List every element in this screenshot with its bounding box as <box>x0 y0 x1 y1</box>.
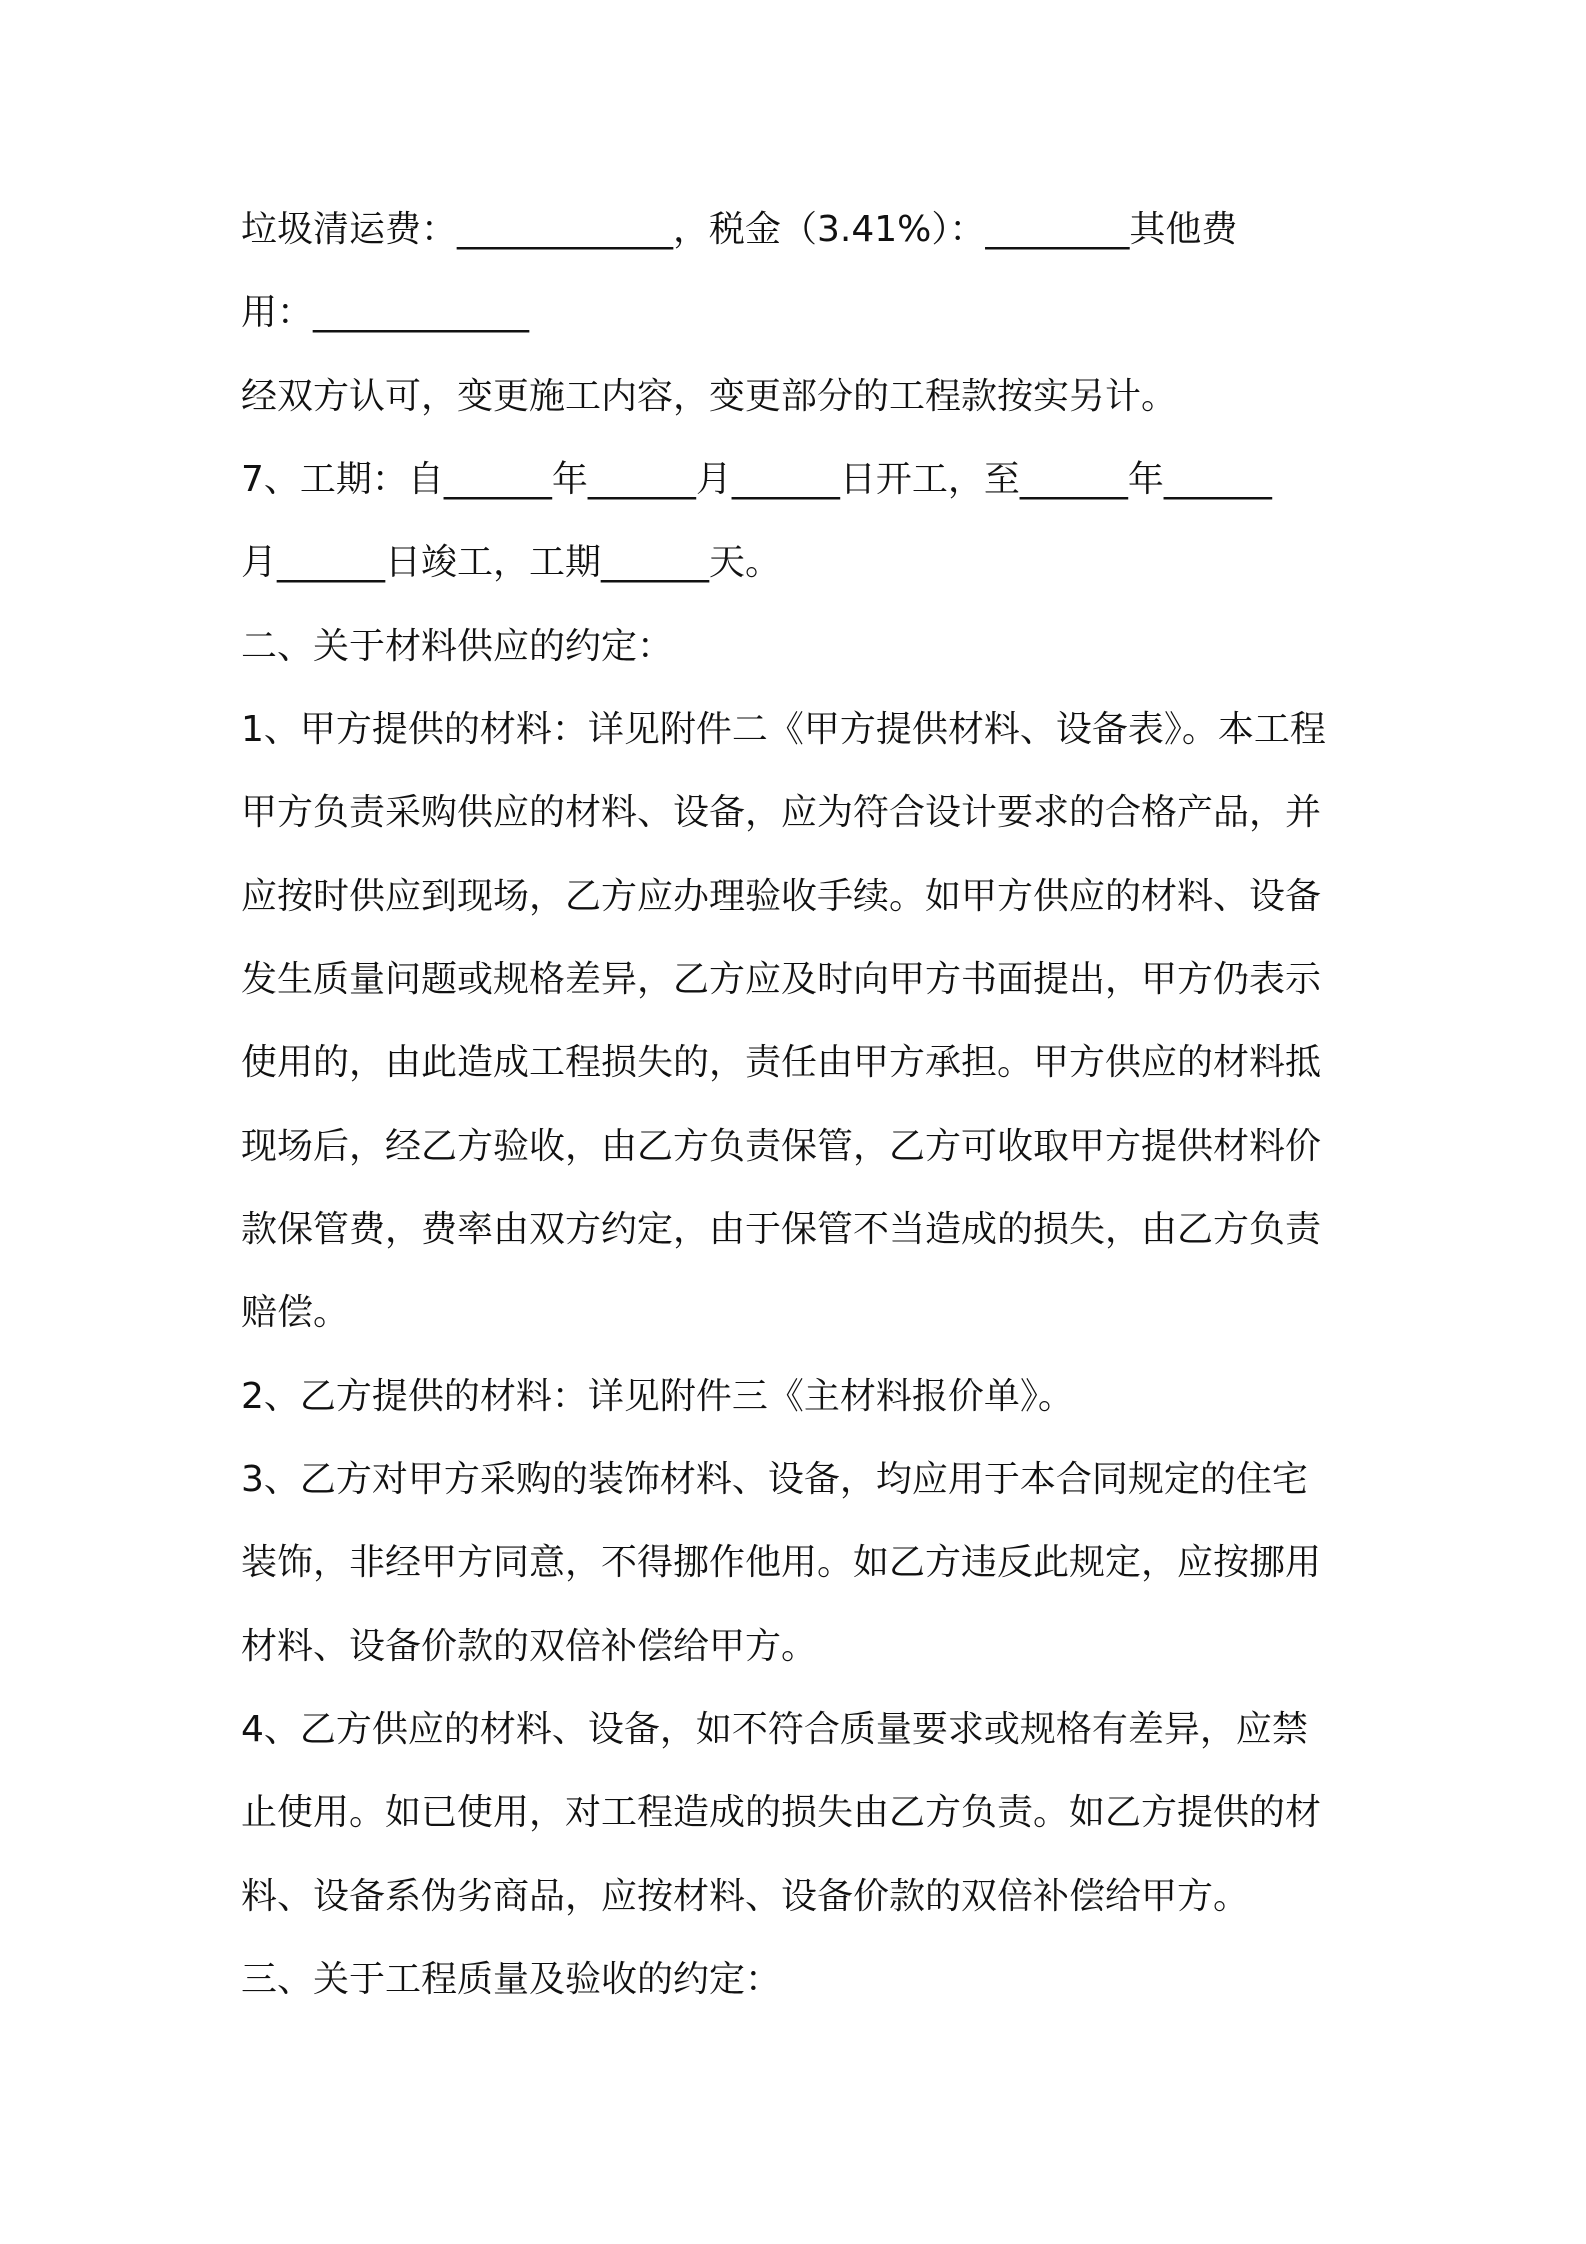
text-line: 月______日竣工，工期______天。 <box>241 542 782 583</box>
text-line: 应按时供应到现场，乙方应办理验收手续。如甲方供应的材料、设备 <box>241 876 1322 917</box>
text-line: 款保管费，费率由双方约定，由于保管不当造成的损失，由乙方负责 <box>241 1209 1322 1250</box>
section-heading: 三、关于工程质量及验收的约定： <box>241 1959 782 2000</box>
text-line: 2、乙方提供的材料：详见附件三《主材料报价单》。 <box>241 1376 1074 1417</box>
text-line: 现场后，经乙方验收，由乙方负责保管，乙方可收取甲方提供材料价 <box>241 1126 1322 1167</box>
text-line: 4、乙方供应的材料、设备，如不符合质量要求或规格有差异，应禁 <box>241 1709 1308 1750</box>
text-line: 料、设备系伪劣商品，应按材料、设备价款的双倍补偿给甲方。 <box>241 1876 1250 1917</box>
text-line: 赔偿。 <box>241 1292 350 1333</box>
text-line: 垃圾清运费：____________，税金（3.41%）：________其他费 <box>241 209 1238 250</box>
text-line: 用：____________ <box>241 292 530 333</box>
text-line: 装饰，非经甲方同意，不得挪作他用。如乙方违反此规定，应按挪用 <box>241 1542 1322 1583</box>
text-line: 发生质量问题或规格差异，乙方应及时向甲方书面提出，甲方仍表示 <box>241 959 1322 1000</box>
text-line: 止使用。如已使用，对工程造成的损失由乙方负责。如乙方提供的材 <box>241 1792 1322 1833</box>
section-heading: 二、关于材料供应的约定： <box>241 626 674 667</box>
text-line: 经双方认可，变更施工内容，变更部分的工程款按实另计。 <box>241 376 1178 417</box>
text-line: 甲方负责采购供应的材料、设备，应为符合设计要求的合格产品，并 <box>241 792 1322 833</box>
text-line: 3、乙方对甲方采购的装饰材料、设备，均应用于本合同规定的住宅 <box>241 1459 1308 1500</box>
text-line: 材料、设备价款的双倍补偿给甲方。 <box>241 1626 818 1667</box>
text-line: 1、甲方提供的材料：详见附件二《甲方提供材料、设备表》。本工程 <box>241 709 1326 750</box>
text-line: 使用的，由此造成工程损失的，责任由甲方承担。甲方供应的材料抵 <box>241 1042 1322 1083</box>
text-line: 7、工期：自______年______月______日开工，至______年______ <box>241 459 1272 500</box>
